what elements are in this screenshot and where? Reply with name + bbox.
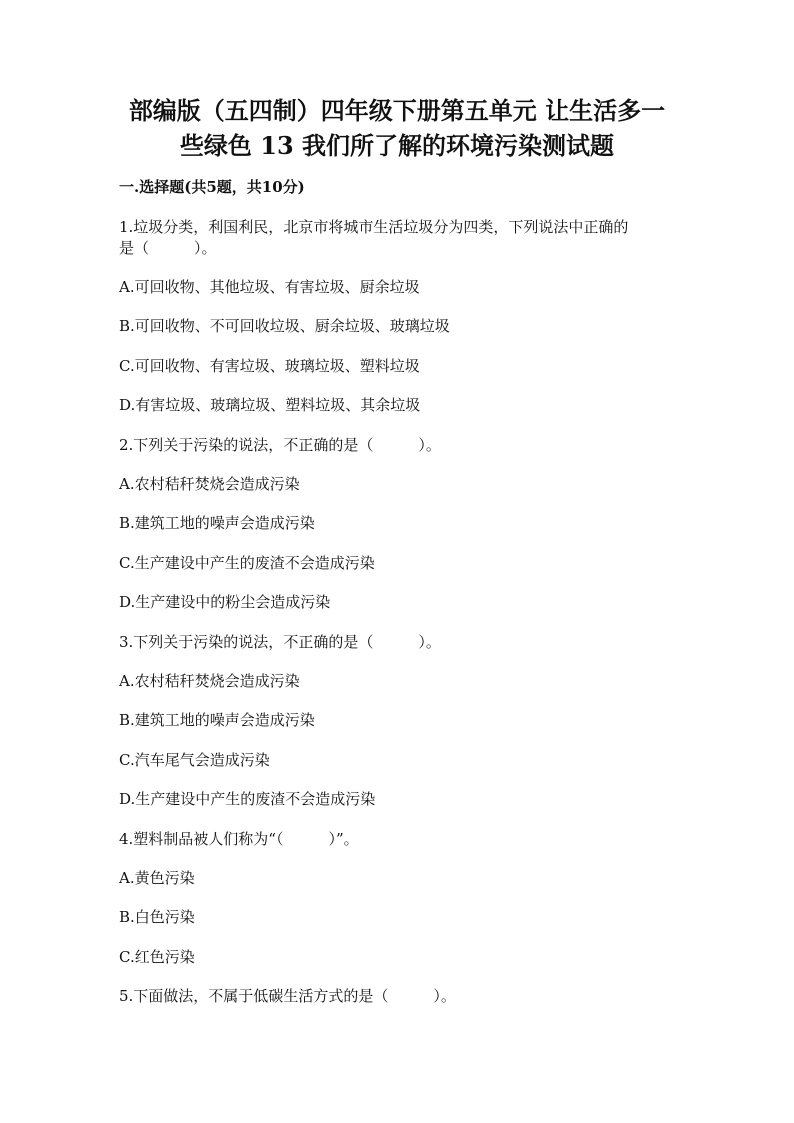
question-3-option-c: C.汽车尾气会造成污染	[119, 751, 270, 769]
question-2-option-d: D.生产建设中的粉尘会造成污染	[119, 593, 331, 611]
question-3-option-a: A.农村秸秆焚烧会造成污染	[119, 672, 300, 690]
question-1-option-d: D.有害垃圾、玻璃垃圾、塑料垃圾、其余垃圾	[119, 396, 421, 414]
question-1-option-c: C.可回收物、有害垃圾、玻璃垃圾、塑料垃圾	[119, 357, 420, 375]
question-4-option-b: B.白色污染	[119, 908, 195, 926]
document-title-line-2: 些绿色 13 我们所了解的环境污染测试题	[179, 131, 615, 160]
question-1-stem-line-2: 是（ ）。	[119, 239, 217, 257]
question-1-stem-line-1: 1.垃圾分类，利国利民，北京市将城市生活垃圾分为四类，下列说法中正确的	[119, 218, 629, 236]
question-2-option-b: B.建筑工地的噪声会造成污染	[119, 514, 315, 532]
question-1-option-b: B.可回收物、不可回收垃圾、厨余垃圾、玻璃垃圾	[119, 317, 450, 335]
section-heading: 一.选择题(共5题，共10分)	[119, 178, 305, 196]
question-3-option-d: D.生产建设中产生的废渣不会造成污染	[119, 790, 376, 808]
question-3-option-b: B.建筑工地的噪声会造成污染	[119, 711, 315, 729]
document-title-line-1: 部编版（五四制）四年级下册第五单元 让生活多一	[128, 96, 666, 125]
question-5-stem: 5.下面做法，不属于低碳生活方式的是（ ）。	[119, 987, 456, 1005]
question-1-option-a: A.可回收物、其他垃圾、有害垃圾、厨余垃圾	[119, 278, 420, 296]
question-4-option-c: C.红色污染	[119, 948, 195, 966]
question-2-stem: 2.下列关于污染的说法，不正确的是（ ）。	[119, 436, 441, 454]
question-2-option-a: A.农村秸秆焚烧会造成污染	[119, 475, 300, 493]
question-2-option-c: C.生产建设中产生的废渣不会造成污染	[119, 554, 375, 572]
question-4-stem: 4.塑料制品被人们称为“（ ）”。	[119, 830, 359, 848]
question-3-stem: 3.下列关于污染的说法，不正确的是（ ）。	[119, 633, 441, 651]
question-4-option-a: A.黄色污染	[119, 869, 195, 887]
